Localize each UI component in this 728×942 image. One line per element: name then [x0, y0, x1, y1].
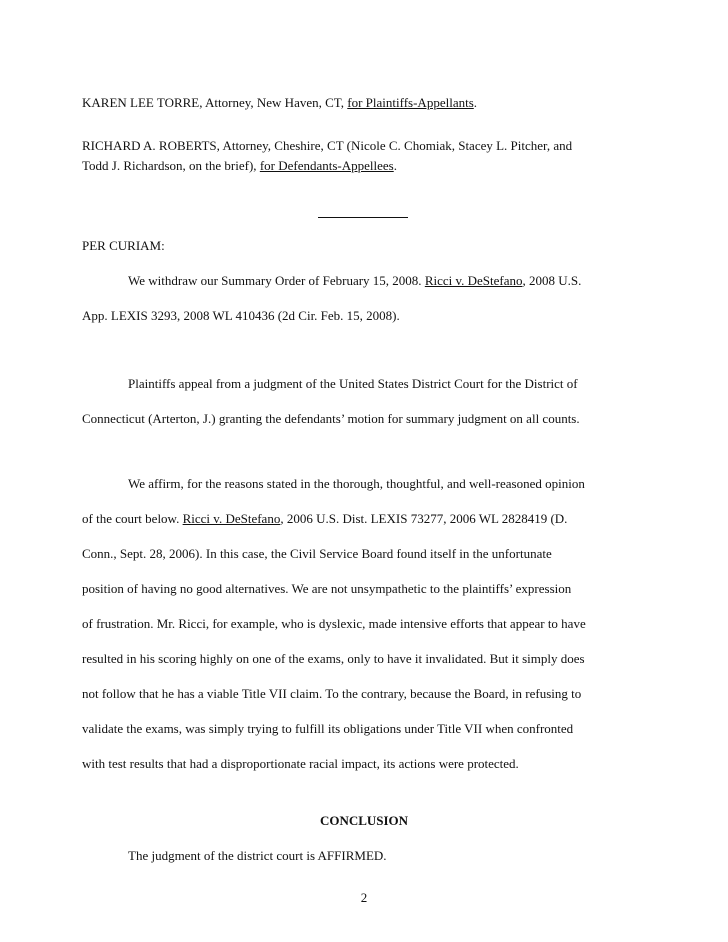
plaintiffs-counsel-name: KAREN LEE TORRE, Attorney, New Haven, CT, — [82, 95, 348, 110]
paragraph-2-line-2: Connecticut (Arterton, J.) granting the defendants’ motion for summary judgment on all counts. — [82, 411, 580, 426]
paragraph-3-line-8: validate the exams, was simply trying to fulfill its obligations under Title VII when confronted — [82, 721, 574, 736]
conclusion-heading: CONCLUSION — [319, 813, 409, 828]
paragraph-3-line-6: resulted in his scoring highly on one of the exams, only to have it invalidated. But it simply does — [82, 651, 585, 666]
paragraph-3-line-9: with test results that had a disproportionate racial impact, its actions were protected. — [82, 756, 519, 771]
paragraph-1-citation-tail: , 2008 U.S. — [522, 273, 582, 288]
plaintiffs-counsel-period: . — [473, 95, 478, 110]
paragraph-3-line-7: not follow that he has a viable Title VII claim. To the contrary, because the Board, in refusing to — [82, 686, 582, 701]
page-number: 2 — [360, 890, 368, 905]
defendants-counsel-line-2 — [82, 158, 397, 174]
defendants-counsel-period: . — [393, 158, 397, 173]
paragraph-3-line-3: Conn., Sept. 28, 2006). In this case, the Civil Service Board found itself in the unfortunate — [82, 546, 552, 561]
paragraph-3-citation-tail: , 2006 U.S. Dist. LEXIS 73277, 2006 WL 2828419 (D. — [280, 511, 568, 526]
conclusion-text: The judgment of the district court is AFFIRMED. — [128, 848, 387, 863]
defendants-counsel-line-1: RICHARD A. ROBERTS, Attorney, Cheshire, CT (Nicole C. Chomiak, Stacey L. Pitcher, and — [82, 138, 573, 153]
section-divider-rule — [318, 217, 408, 218]
paragraph-2-line-1: Plaintiffs appeal from a judgment of the United States District Court for the District of — [128, 376, 578, 391]
case-citation-2008: Ricci v. DeStefano — [424, 273, 523, 288]
paragraph-3-text: of the court below. — [82, 511, 183, 526]
paragraph-3-line-4: position of having no good alternatives. We are not unsympathetic to the plaintiffs’ expression — [82, 581, 572, 596]
plaintiffs-counsel-role: for Plaintiffs-Appellants — [347, 95, 474, 110]
paragraph-1-line-1 — [128, 273, 581, 289]
paragraph-3-line-1: We affirm, for the reasons stated in the thorough, thoughtful, and well-reasoned opinion — [128, 476, 585, 491]
paragraph-3-line-2 — [82, 511, 567, 527]
paragraph-3-line-5: of frustration. Mr. Ricci, for example, who is dyslexic, made intensive efforts that appear to have — [82, 616, 586, 631]
plaintiffs-counsel-line — [82, 95, 477, 111]
paragraph-1-line-2: App. LEXIS 3293, 2008 WL 410436 (2d Cir. Feb. 15, 2008). — [82, 308, 400, 323]
per-curiam-heading: PER CURIAM: — [82, 238, 165, 253]
defendants-counsel-prefix: Todd J. Richardson, on the brief), — [82, 158, 260, 173]
paragraph-1-text: We withdraw our Summary Order of February 15, 2008. — [128, 273, 425, 288]
defendants-counsel-role: for Defendants-Appellees — [259, 158, 394, 173]
case-citation-2006: Ricci v. DeStefano — [182, 511, 281, 526]
